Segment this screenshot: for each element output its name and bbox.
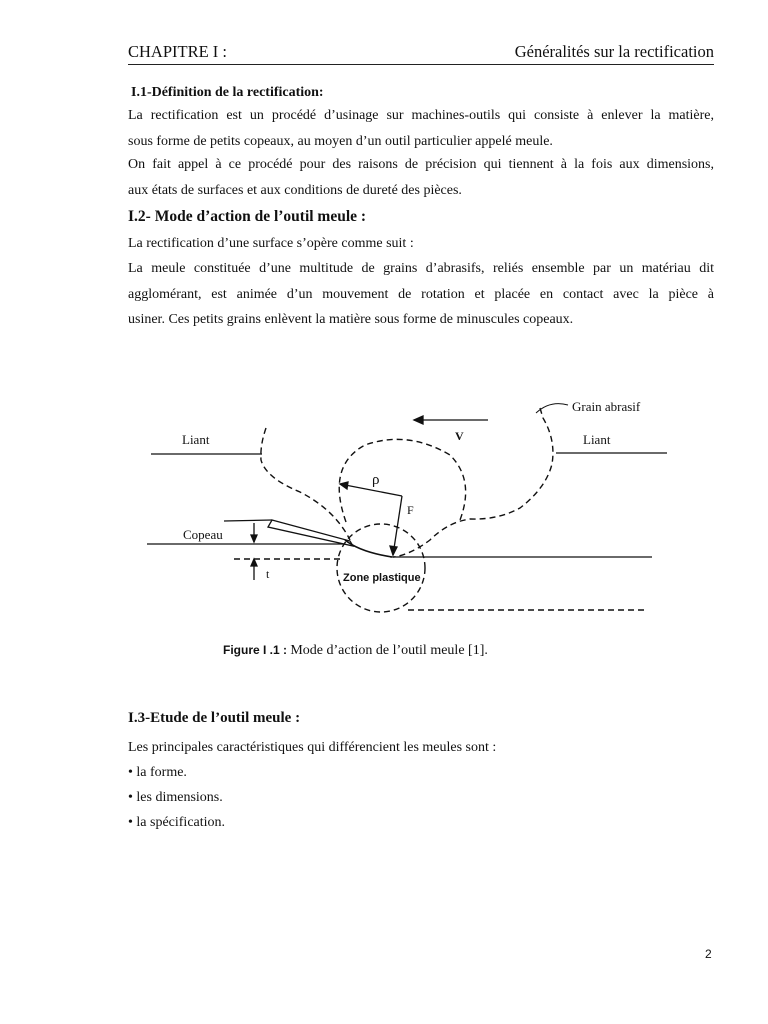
label-force: F	[407, 503, 414, 517]
caption-label: Figure I .1	[223, 643, 280, 657]
chip-leader-line	[224, 520, 272, 521]
paragraph-line: aux états de surfaces et aux conditions de dureté des pièces.	[128, 183, 462, 198]
section-1-heading: I.1-Définition de la rectification:	[131, 85, 324, 100]
list-item: • la forme.	[128, 765, 187, 780]
caption-text: Mode d’action de l’outil meule [1].	[290, 643, 488, 658]
page-header	[128, 42, 714, 65]
paragraph-line: sous forme de petits copeaux, au moyen d’un outil particulier appelé meule.	[128, 134, 553, 149]
rho-arrow-line	[340, 484, 402, 496]
label-zone-plastique: Zone plastique	[343, 572, 421, 584]
grinding-diagram	[0, 380, 768, 620]
velocity-arrowhead	[414, 416, 423, 424]
paragraph-line: La rectification est un procédé d’usinage sur machines-outils qui consiste à enlever la matière,	[128, 108, 714, 123]
list-item: • les dimensions.	[128, 790, 223, 805]
section-3-heading: I.3-Etude de l’outil meule :	[128, 710, 301, 726]
chip-shape	[268, 520, 353, 546]
list-item: • la spécification.	[128, 815, 226, 830]
plastic-zone-circle	[337, 524, 425, 612]
header-title: Généralités sur la rectification	[514, 42, 714, 61]
section-2-heading: I.2- Mode d’action de l’outil meule :	[128, 208, 367, 225]
paragraph-line: usiner. Ces petits grains enlèvent la matière sous forme de minuscules copeaux.	[128, 312, 574, 327]
paragraph-line: La rectification d’une surface s’opère comme suit :	[128, 236, 414, 251]
figure-caption	[223, 643, 488, 659]
header-chapter: CHAPITRE I :	[128, 42, 227, 61]
paragraph-line: On fait appel à ce procédé pour des raisons de précision qui tiennent à la fois aux dimensions,	[128, 157, 714, 172]
label-velocity: V	[455, 429, 464, 443]
label-t: t	[266, 567, 270, 581]
label-copeau: Copeau	[183, 527, 223, 542]
grinding-figure	[0, 380, 768, 620]
paragraph-line: agglomérant, est animée d’un mouvement de rotation et placée en contact avec la pièce à	[128, 287, 714, 302]
paragraph-line: La meule constituée d’une multitude de grains d’abrasifs, reliés ensemble par un matériau dit	[128, 261, 714, 276]
page-number: 2	[705, 947, 712, 961]
binder-boundary-right	[393, 408, 553, 557]
label-rho: ρ	[372, 472, 380, 488]
abrasive-grain-outline	[339, 439, 465, 522]
caption-colon: :	[279, 643, 291, 657]
label-liant-left: Liant	[182, 432, 210, 447]
label-liant-right: Liant	[583, 432, 611, 447]
label-grain-abrasif: Grain abrasif	[572, 399, 641, 414]
paragraph-line: Les principales caractéristiques qui différencient les meules sont :	[128, 740, 497, 755]
